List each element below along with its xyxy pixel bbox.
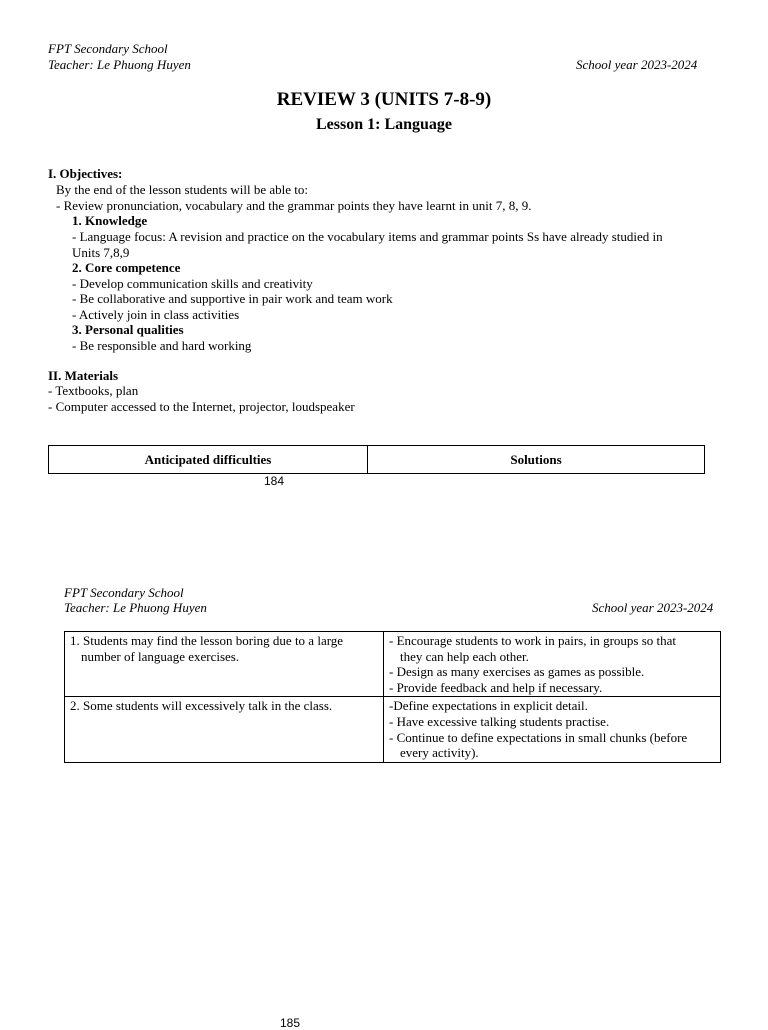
personal-item: - Be responsible and hard working bbox=[72, 338, 252, 353]
knowledge-heading: 1. Knowledge bbox=[72, 213, 148, 228]
difficulty-line: 1. Students may find the lesson boring due to a large bbox=[70, 633, 344, 648]
page1-teacher-name: Teacher: Le Phuong Huyen bbox=[48, 57, 191, 72]
page-number: 184 bbox=[264, 474, 285, 488]
knowledge-line-2: Units 7,8,9 bbox=[72, 245, 130, 260]
materials-item: - Textbooks, plan bbox=[48, 383, 139, 398]
page1-school-name: FPT Secondary School bbox=[48, 41, 168, 56]
difficulty-line: number of language exercises. bbox=[81, 648, 240, 664]
header-anticipated-difficulties: Anticipated difficulties bbox=[49, 446, 368, 474]
page-title: REVIEW 3 (UNITS 7-8-9) bbox=[276, 89, 492, 110]
core-item: - Be collaborative and supportive in pair work and team work bbox=[72, 291, 393, 306]
personal-qualities-heading: 3. Personal qualities bbox=[72, 322, 184, 337]
difficulty-cell bbox=[65, 632, 384, 697]
page2-school-name: FPT Secondary School bbox=[64, 585, 184, 600]
difficulty-cell bbox=[65, 697, 384, 762]
materials-heading: II. Materials bbox=[48, 368, 119, 383]
table-row bbox=[65, 632, 721, 697]
difficulty-line: 2. Some students will excessively talk in the class. bbox=[70, 698, 333, 714]
objectives-intro: By the end of the lesson students will be able to: bbox=[56, 182, 309, 197]
solution-line: - Provide feedback and help if necessary. bbox=[389, 679, 603, 695]
solutions-cell bbox=[384, 697, 721, 762]
difficulties-solutions-table bbox=[64, 631, 721, 763]
solution-line: - Encourage students to work in pairs, in groups so that bbox=[389, 633, 677, 648]
solution-line: - Have excessive talking students practise. bbox=[389, 713, 610, 729]
objectives-review: - Review pronunciation, vocabulary and the grammar points they have learnt in unit 7, 8, 9. bbox=[56, 198, 532, 213]
core-item: - Actively join in class activities bbox=[72, 307, 240, 322]
difficulties-header-table bbox=[48, 445, 705, 474]
materials-item: - Computer accessed to the Internet, projector, loudspeaker bbox=[48, 399, 355, 414]
solutions-cell bbox=[384, 632, 721, 697]
solution-line: - Continue to define expectations in small chunks (before bbox=[389, 729, 688, 745]
solution-line: every activity). bbox=[400, 745, 479, 761]
core-competence-heading: 2. Core competence bbox=[72, 260, 181, 275]
page2-teacher-name: Teacher: Le Phuong Huyen bbox=[64, 600, 207, 615]
table-header-row bbox=[49, 446, 705, 474]
solution-line: - Design as many exercises as games as possible. bbox=[389, 664, 645, 680]
knowledge-line-1: - Language focus: A revision and practice on the vocabulary items and grammar points Ss have already studied in bbox=[72, 229, 663, 244]
core-item: - Develop communication skills and creativity bbox=[72, 276, 313, 291]
solution-line: -Define expectations in explicit detail. bbox=[389, 698, 588, 714]
table-row bbox=[65, 697, 721, 762]
objectives-heading: I. Objectives: bbox=[48, 166, 123, 181]
header-solutions: Solutions bbox=[368, 446, 705, 474]
page1-school-year: School year 2023-2024 bbox=[576, 57, 698, 72]
solution-line: they can help each other. bbox=[400, 648, 529, 664]
page2-school-year: School year 2023-2024 bbox=[592, 600, 714, 615]
page-number: 185 bbox=[280, 1016, 301, 1030]
lesson-subtitle: Lesson 1: Language bbox=[315, 116, 453, 133]
